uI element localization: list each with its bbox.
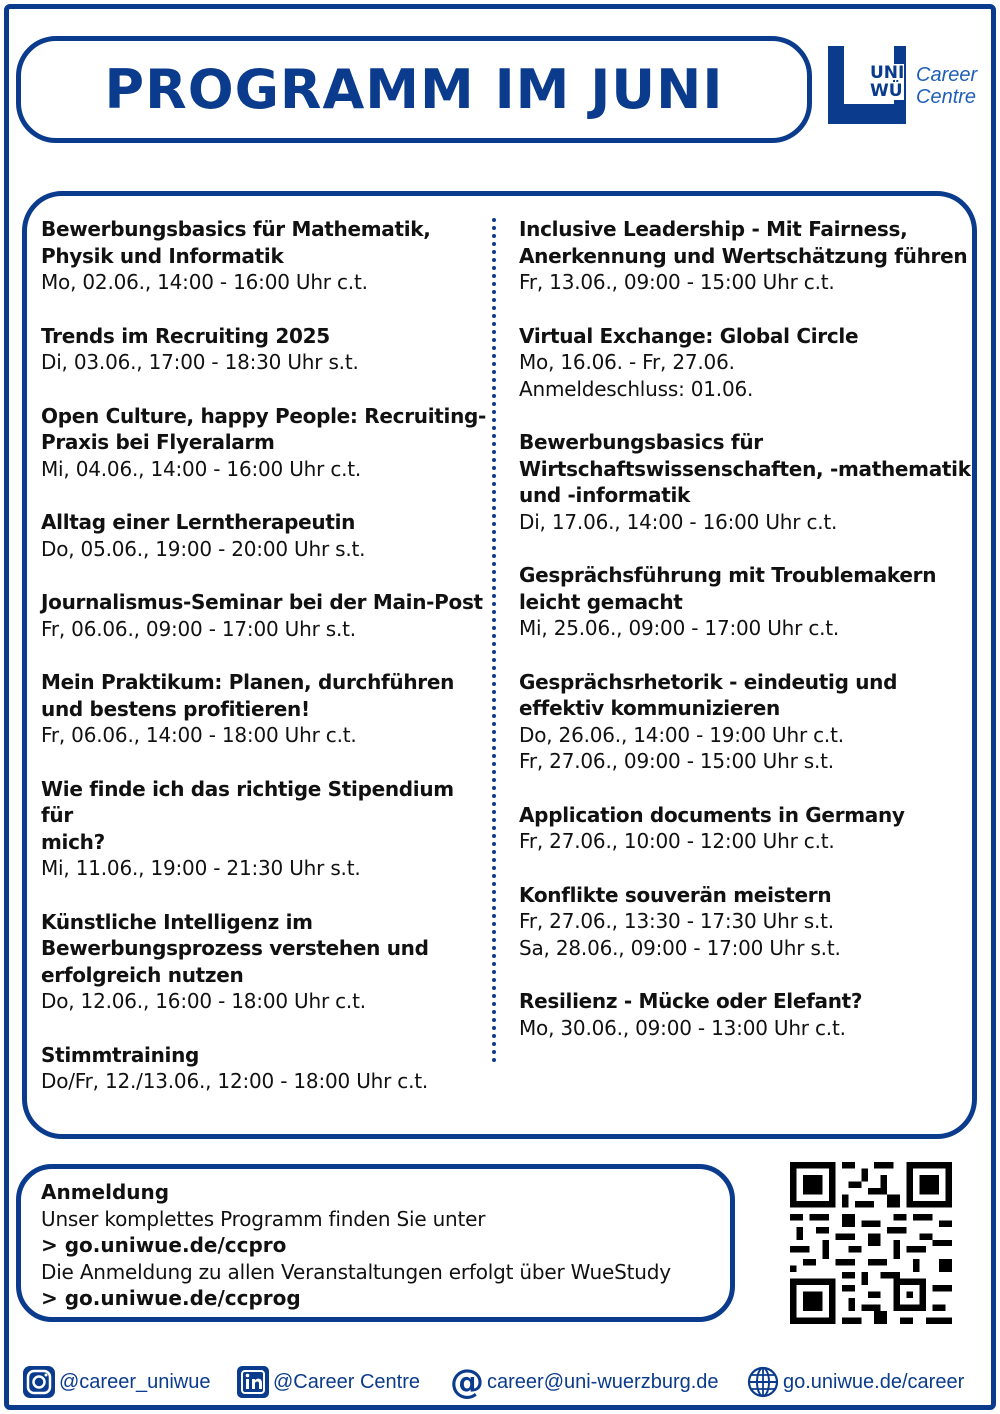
- event-title: Application documents in Germany: [519, 802, 905, 827]
- at-sign-icon: [450, 1365, 484, 1399]
- event-title: Gesprächsführung mit Troublemakern leicht gemacht: [519, 563, 937, 614]
- column-divider: [492, 218, 496, 1063]
- event-item: [41, 669, 491, 749]
- event-item: [41, 776, 491, 882]
- event-dates: Fr, 27.06., 13:30 - 17:30 Uhr s.t. Sa, 28.06., 09:00 - 17:00 Uhr s.t.: [519, 909, 841, 960]
- footer-contacts: [22, 1362, 982, 1402]
- globe-icon: [746, 1365, 780, 1399]
- event-item: [519, 216, 974, 296]
- instagram-icon: [22, 1365, 56, 1399]
- event-title: Trends im Recruiting 2025: [41, 323, 330, 348]
- events-column-left: [41, 216, 491, 1122]
- uniwue-career-centre-logo: [828, 46, 988, 124]
- event-title: Journalismus-Seminar bei der Main-Post: [41, 590, 483, 614]
- event-dates: Di, 17.06., 14:00 - 16:00 Uhr c.t.: [519, 509, 838, 534]
- event-item: [519, 323, 974, 403]
- logo-uni-text: UNI WÜ: [870, 63, 905, 101]
- event-title: Open Culture, happy People: Recruiting- Praxis bei Flyeralarm: [41, 403, 487, 454]
- logo-career-centre-text: Career Centre: [916, 64, 978, 108]
- event-item: [519, 882, 974, 962]
- event-item: [519, 669, 974, 775]
- event-item: [519, 429, 974, 535]
- event-dates: Mi, 11.06., 19:00 - 21:30 Uhr s.t.: [41, 856, 361, 880]
- linkedin-icon: [236, 1365, 270, 1399]
- linkedin-handle: @Career Centre: [273, 1370, 421, 1393]
- event-item: [519, 802, 974, 855]
- event-title: Wie finde ich das richtige Stipendium für mich?: [41, 776, 454, 854]
- event-title: Stimmtraining: [41, 1042, 200, 1067]
- event-item: [519, 562, 974, 642]
- event-title: Bewerbungsbasics für Wirtschaftswissenschaften, -mathematik und -informatik: [519, 430, 971, 507]
- event-dates: Fr, 27.06., 10:00 - 12:00 Uhr c.t.: [519, 829, 835, 853]
- event-title: Resilienz - Mücke oder Elefant?: [519, 989, 863, 1013]
- registration-text-1: Unser komplettes Programm finden Sie unter: [41, 1206, 486, 1231]
- event-dates: Mi, 25.06., 09:00 - 17:00 Uhr c.t.: [519, 616, 840, 640]
- page-title: PROGRAMM IM JUNI: [104, 58, 724, 121]
- email-address: career@uni-wuerzburg.de: [487, 1370, 719, 1393]
- event-item: [41, 1042, 491, 1095]
- event-item: [41, 589, 491, 642]
- event-dates: Do/Fr, 12./13.06., 12:00 - 18:00 Uhr c.t.: [41, 1069, 429, 1093]
- instagram-handle: @career_uniwue: [59, 1370, 211, 1393]
- event-item: [41, 909, 491, 1015]
- event-dates: Mo, 02.06., 14:00 - 16:00 Uhr c.t.: [41, 270, 368, 294]
- event-item: [41, 403, 491, 483]
- event-dates: Mo, 16.06. - Fr, 27.06. Anmeldeschluss: 01.06.: [519, 350, 754, 401]
- svg-text:@: @: [450, 1365, 484, 1399]
- program-link[interactable]: > go.uniwue.de/ccpro: [41, 1233, 287, 1257]
- event-dates: Do, 12.06., 16:00 - 18:00 Uhr c.t.: [41, 989, 366, 1013]
- event-dates: Di, 03.06., 17:00 - 18:30 Uhr s.t.: [41, 350, 359, 374]
- registration-link[interactable]: > go.uniwue.de/ccprog: [41, 1286, 301, 1310]
- event-dates: Do, 26.06., 14:00 - 19:00 Uhr c.t. Fr, 27.06., 09:00 - 15:00 Uhr s.t.: [519, 722, 844, 773]
- events-column-right: [519, 216, 974, 1068]
- event-dates: Fr, 06.06., 09:00 - 17:00 Uhr s.t.: [41, 616, 356, 641]
- event-dates: Fr, 06.06., 14:00 - 18:00 Uhr c.t.: [41, 723, 357, 747]
- uniwue-logo-mark: [828, 46, 906, 124]
- event-item: [41, 509, 491, 562]
- qr-code[interactable]: [790, 1162, 952, 1324]
- event-title: Alltag einer Lerntherapeutin: [41, 510, 356, 534]
- event-item: [41, 216, 491, 296]
- event-title: Gesprächsrhetorik - eindeutig und effektiv kommunizieren: [519, 669, 898, 720]
- event-title: Künstliche Intelligenz im Bewerbungsprozess verstehen und erfolgreich nutzen: [41, 909, 429, 987]
- title-box: [16, 36, 812, 143]
- event-dates: Do, 05.06., 19:00 - 20:00 Uhr s.t.: [41, 536, 366, 561]
- footer-linkedin[interactable]: [236, 1362, 420, 1402]
- footer-website[interactable]: [746, 1362, 964, 1402]
- registration-box: [16, 1164, 735, 1322]
- event-title: Bewerbungsbasics für Mathematik, Physik und Informatik: [41, 217, 431, 268]
- website-url: go.uniwue.de/career: [783, 1370, 965, 1393]
- event-title: Konflikte souverän meistern: [519, 882, 832, 907]
- program-list-box: [22, 191, 977, 1139]
- registration-text-2: Die Anmeldung zu allen Veranstaltungen erfolgt über WueStudy: [41, 1259, 671, 1284]
- event-dates: Fr, 13.06., 09:00 - 15:00 Uhr c.t.: [519, 270, 835, 294]
- event-item: [41, 323, 491, 376]
- footer-email[interactable]: [450, 1362, 719, 1402]
- registration-heading: Anmeldung: [41, 1180, 170, 1204]
- event-title: Virtual Exchange: Global Circle: [519, 323, 859, 348]
- event-title: Inclusive Leadership - Mit Fairness, Anerkennung und Wertschätzung führen: [519, 217, 968, 268]
- event-title: Mein Praktikum: Planen, durchführen und bestens profitieren!: [41, 670, 455, 721]
- event-dates: Mo, 30.06., 09:00 - 13:00 Uhr c.t.: [519, 1015, 846, 1040]
- event-item: [519, 988, 974, 1041]
- footer-instagram[interactable]: [22, 1362, 211, 1402]
- event-dates: Mi, 04.06., 14:00 - 16:00 Uhr c.t.: [41, 456, 362, 481]
